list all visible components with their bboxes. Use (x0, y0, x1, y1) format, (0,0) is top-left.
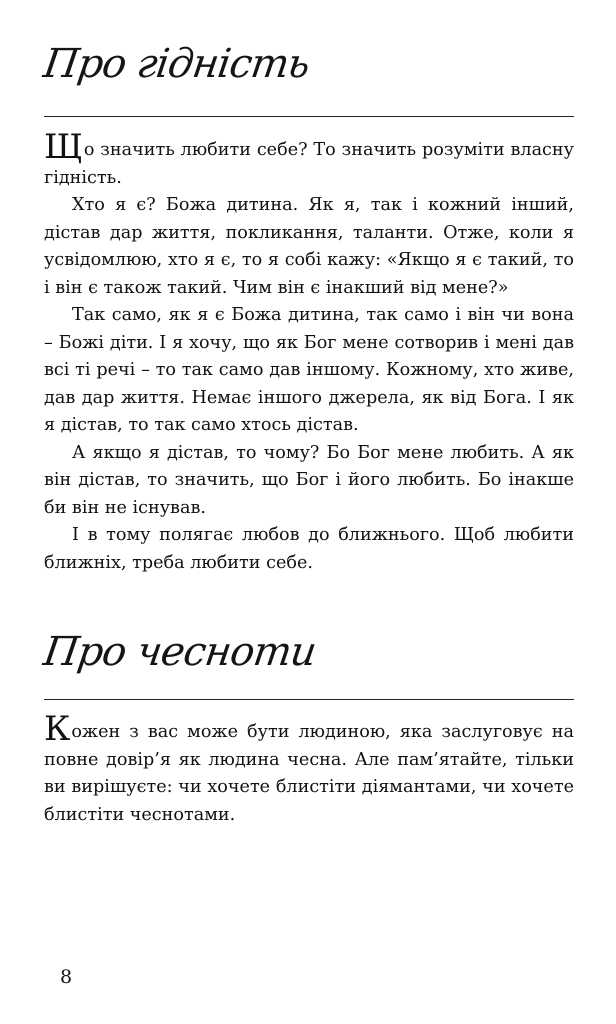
section-body-virtues (44, 709, 574, 829)
section-divider (44, 116, 574, 117)
paragraph: А якщо я дістав, то чому? Бо Бог мене любить. А як він дістав, то значить, що Бог і його любить. Бо інакше би він не існував. (44, 442, 574, 518)
section-body-dignity (44, 127, 574, 577)
section-divider (44, 699, 574, 700)
paragraph-text: о значить любити себе? То значить розуміти власну гідність. (44, 140, 574, 188)
paragraph: І в тому полягає любов до ближнього. Щоб любити ближніх, треба любити себе. (44, 525, 574, 573)
section-title-virtues: Про чесноти (40, 629, 319, 675)
page-number: 8 (60, 966, 73, 988)
paragraph: Так само, як я є Божа дитина, так само і він чи вона – Божі діти. І я хочу, що як Бог мене сотворив і мені дав всі ті речі – то так само дав іншому. Кожному, хто живе, дав дар життя. Немає іншого джерела, як від Бога. І як я дістав, то так само хтось дістав. (44, 305, 574, 435)
dropcap: Щ (44, 127, 83, 167)
paragraph (44, 127, 574, 192)
paragraph (44, 709, 574, 829)
dropcap: К (44, 709, 71, 749)
paragraph-text: ожен з вас може бути людиною, яка заслуговує на повне довір’я як людина чесна. Але пам’ятайте, тільки ви вирішуєте: чи хочете блистіти діямантами, чи хочете блистіти чеснотами. (44, 722, 574, 825)
section-title-dignity: Про гідність (40, 41, 313, 87)
paragraph: Хто я є? Божа дитина. Як я, так і кожний інший, дістав дар життя, покликання, таланти. Отже, коли я усвідомлюю, хто я є, то я собі кажу: «Якщо я є такий, то і він є також такий. Чим він є інакший від мене?» (44, 195, 574, 298)
